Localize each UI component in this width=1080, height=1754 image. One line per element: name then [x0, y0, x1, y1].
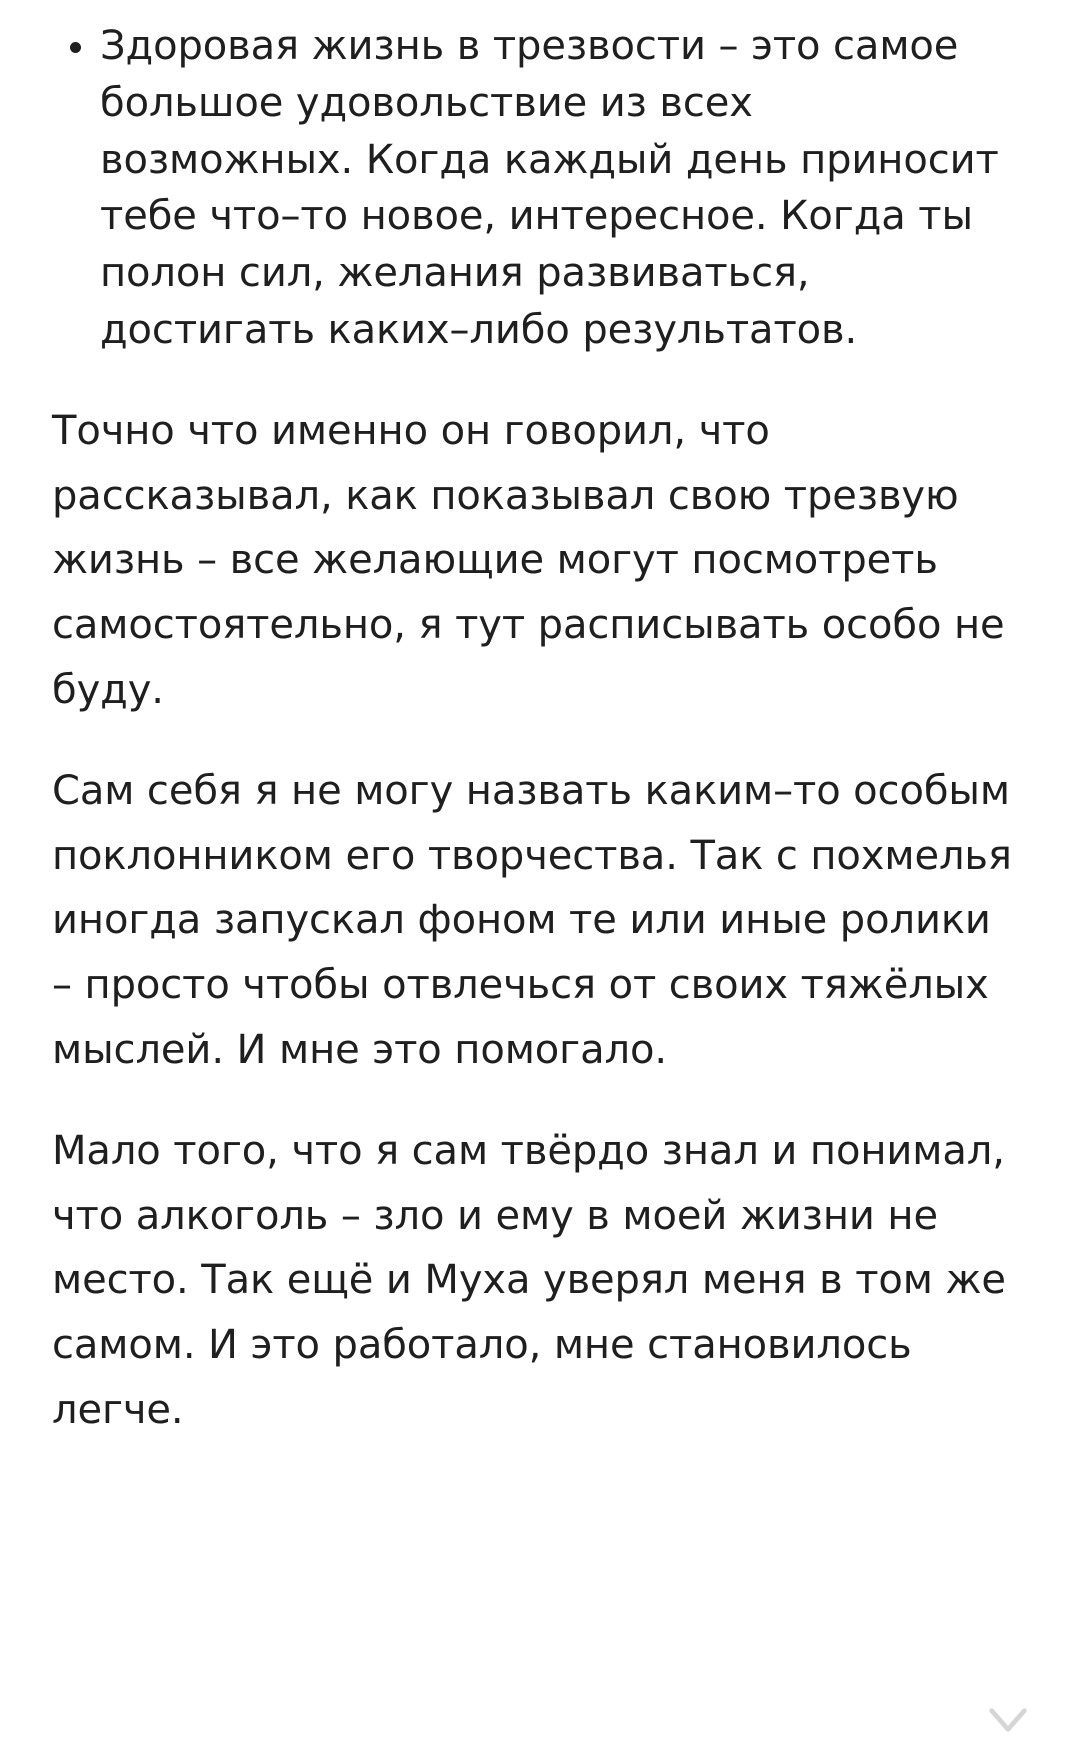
paragraph: Точно что именно он говорил, что рассказывал, как показывал свою трезвую жизнь – все желающие могут посмотреть самостоятельно, я тут расписывать особо не буду.	[52, 407, 1005, 713]
list-item: Здоровая жизнь в трезвости – это самое большое удовольствие из всех возможных. Когда каждый день приносит тебе что–то новое, интересное. Когда ты полон сил, желания развиваться, достигать каких–либо результатов.	[100, 18, 1018, 359]
bullet-list	[52, 18, 1018, 359]
paragraph: Мало того, что я сам твёрдо знал и понимал, что алкоголь – зло и ему в моей жизни не место. Так ещё и Муха уверял меня в том же самом. И это работало, мне становилось легче.	[52, 1127, 1006, 1433]
chevron-down-icon[interactable]	[980, 1692, 1036, 1748]
paragraph: Сам себя я не могу назвать каким–то особым поклонником его творчества. Так с похмелья иногда запускал фоном те или иные ролики – просто чтобы отвлечься от своих тяжёлых мыслей. И мне это помогало.	[52, 767, 1012, 1073]
